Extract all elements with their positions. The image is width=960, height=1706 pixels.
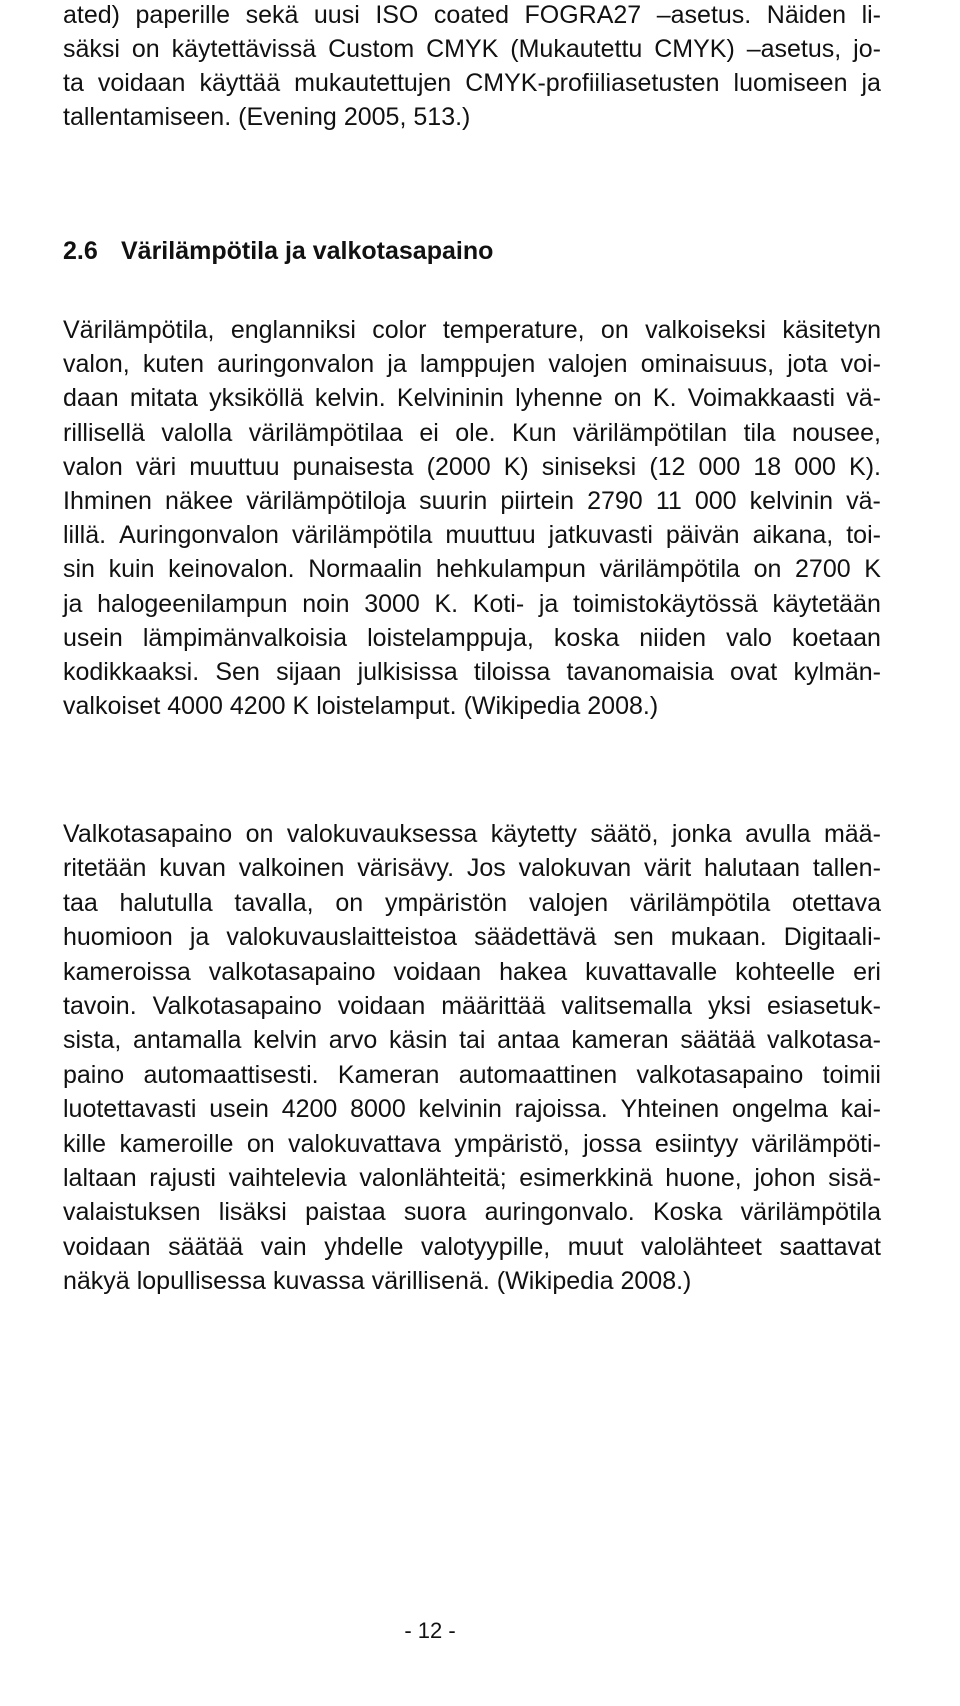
text-line: kodikkaaksi. Sen sijaan julkisissa tiloissa tavanomaisia ovat kylmän- (63, 658, 881, 686)
text-line: tallentamiseen. (Evening 2005, 513.) (63, 103, 471, 131)
text-line: luotettavasti usein 4200 8000 kelvinin rajoissa. Yhteinen ongelma kai- (63, 1095, 881, 1124)
text-line: rillisellä valolla värilämpötilaa ei ole. Kun värilämpötilan tila nousee, (63, 418, 881, 447)
text-line: sin kuin keinovalon. Normaalin hehkulampun värilämpötila on 2700 K (63, 555, 881, 584)
text-line: ritetään kuvan valkoinen värisävy. Jos valokuvan värit halutaan tallen- (63, 854, 881, 883)
text-line: voidaan säätää vain yhdelle valotyypille, muut valolähteet saattavat (63, 1232, 881, 1261)
section-title: Värilämpötila ja valkotasapaino (121, 237, 494, 265)
text-line: paino automaattisesti. Kameran automaattinen valkotasapaino toimii (63, 1060, 881, 1089)
text-line: daan mitata yksiköllä kelvin. Kelvininin lyhenne on K. Voimakkaasti vä- (63, 384, 881, 413)
text-line: säksi on käytettävissä Custom CMYK (Mukautettu CMYK) –asetus, jo- (63, 35, 881, 63)
text-line: huomioon ja valokuvauslaitteistoa säädettävä sen mukaan. Digitaali- (63, 923, 881, 952)
text-line: ta voidaan käyttää mukautettujen CMYK-profiiliasetusten luomiseen ja (63, 69, 881, 97)
section-heading (63, 236, 493, 266)
text-line: ja halogeenilampun noin 3000 K. Koti- ja toimistokäytössä käytetään (63, 589, 881, 618)
section-number: 2.6 (63, 237, 98, 265)
text-line: kameroissa valkotasapaino voidaan hakea kuvattavalle kohteelle eri (63, 957, 881, 986)
text-line: ated) paperille sekä uusi ISO coated FOGRA27 –asetus. Näiden li- (63, 1, 881, 29)
text-line: Valkotasapaino on valokuvauksessa käytetty säätö, jonka avulla mää- (63, 820, 881, 848)
text-line: valon väri muuttuu punaisesta (2000 K) siniseksi (12 000 18 000 K). (63, 452, 881, 481)
text-line: kille kameroille on valokuvattava ympäristö, jossa esiintyy värilämpöti- (63, 1129, 881, 1158)
text-line: tavoin. Valkotasapaino voidaan määrittää valitsemalla yksi esiasetuk- (63, 992, 881, 1020)
text-line: laltaan rajusti vaihtelevia valonlähteitä; esimerkkinä huone, johon sisä- (63, 1164, 881, 1192)
text-line: valaistuksen lisäksi paistaa suora auringonvalo. Koska värilämpötila (63, 1198, 881, 1227)
text-line: valkoiset 4000 4200 K loistelamput. (Wikipedia 2008.) (63, 692, 659, 721)
text-line: Ihminen näkee värilämpötiloja suurin piirtein 2790 11 000 kelvinin vä- (63, 487, 881, 515)
text-line: valon, kuten auringonvalon ja lamppujen valojen ominaisuus, jota voi- (63, 350, 881, 379)
text-line: näkyä lopullisessa kuvassa värillisenä. (Wikipedia 2008.) (63, 1267, 692, 1296)
text-line: Värilämpötila, englanniksi color temperature, on valkoiseksi käsitetyn (63, 316, 881, 344)
page-number: - 12 - (404, 1618, 456, 1643)
text-line: taa halutulla tavalla, on ympäristön valojen värilämpötila otettava (63, 888, 881, 917)
text-line: sista, antamalla kelvin arvo käsin tai antaa kameran säätää valkotasa- (63, 1026, 881, 1055)
text-line: lillä. Auringonvalon värilämpötila muuttuu jatkuvasti päivän aikana, toi- (63, 521, 881, 550)
text-line: usein lämpimänvalkoisia loistelamppuja, koska niiden valo koetaan (63, 623, 881, 652)
